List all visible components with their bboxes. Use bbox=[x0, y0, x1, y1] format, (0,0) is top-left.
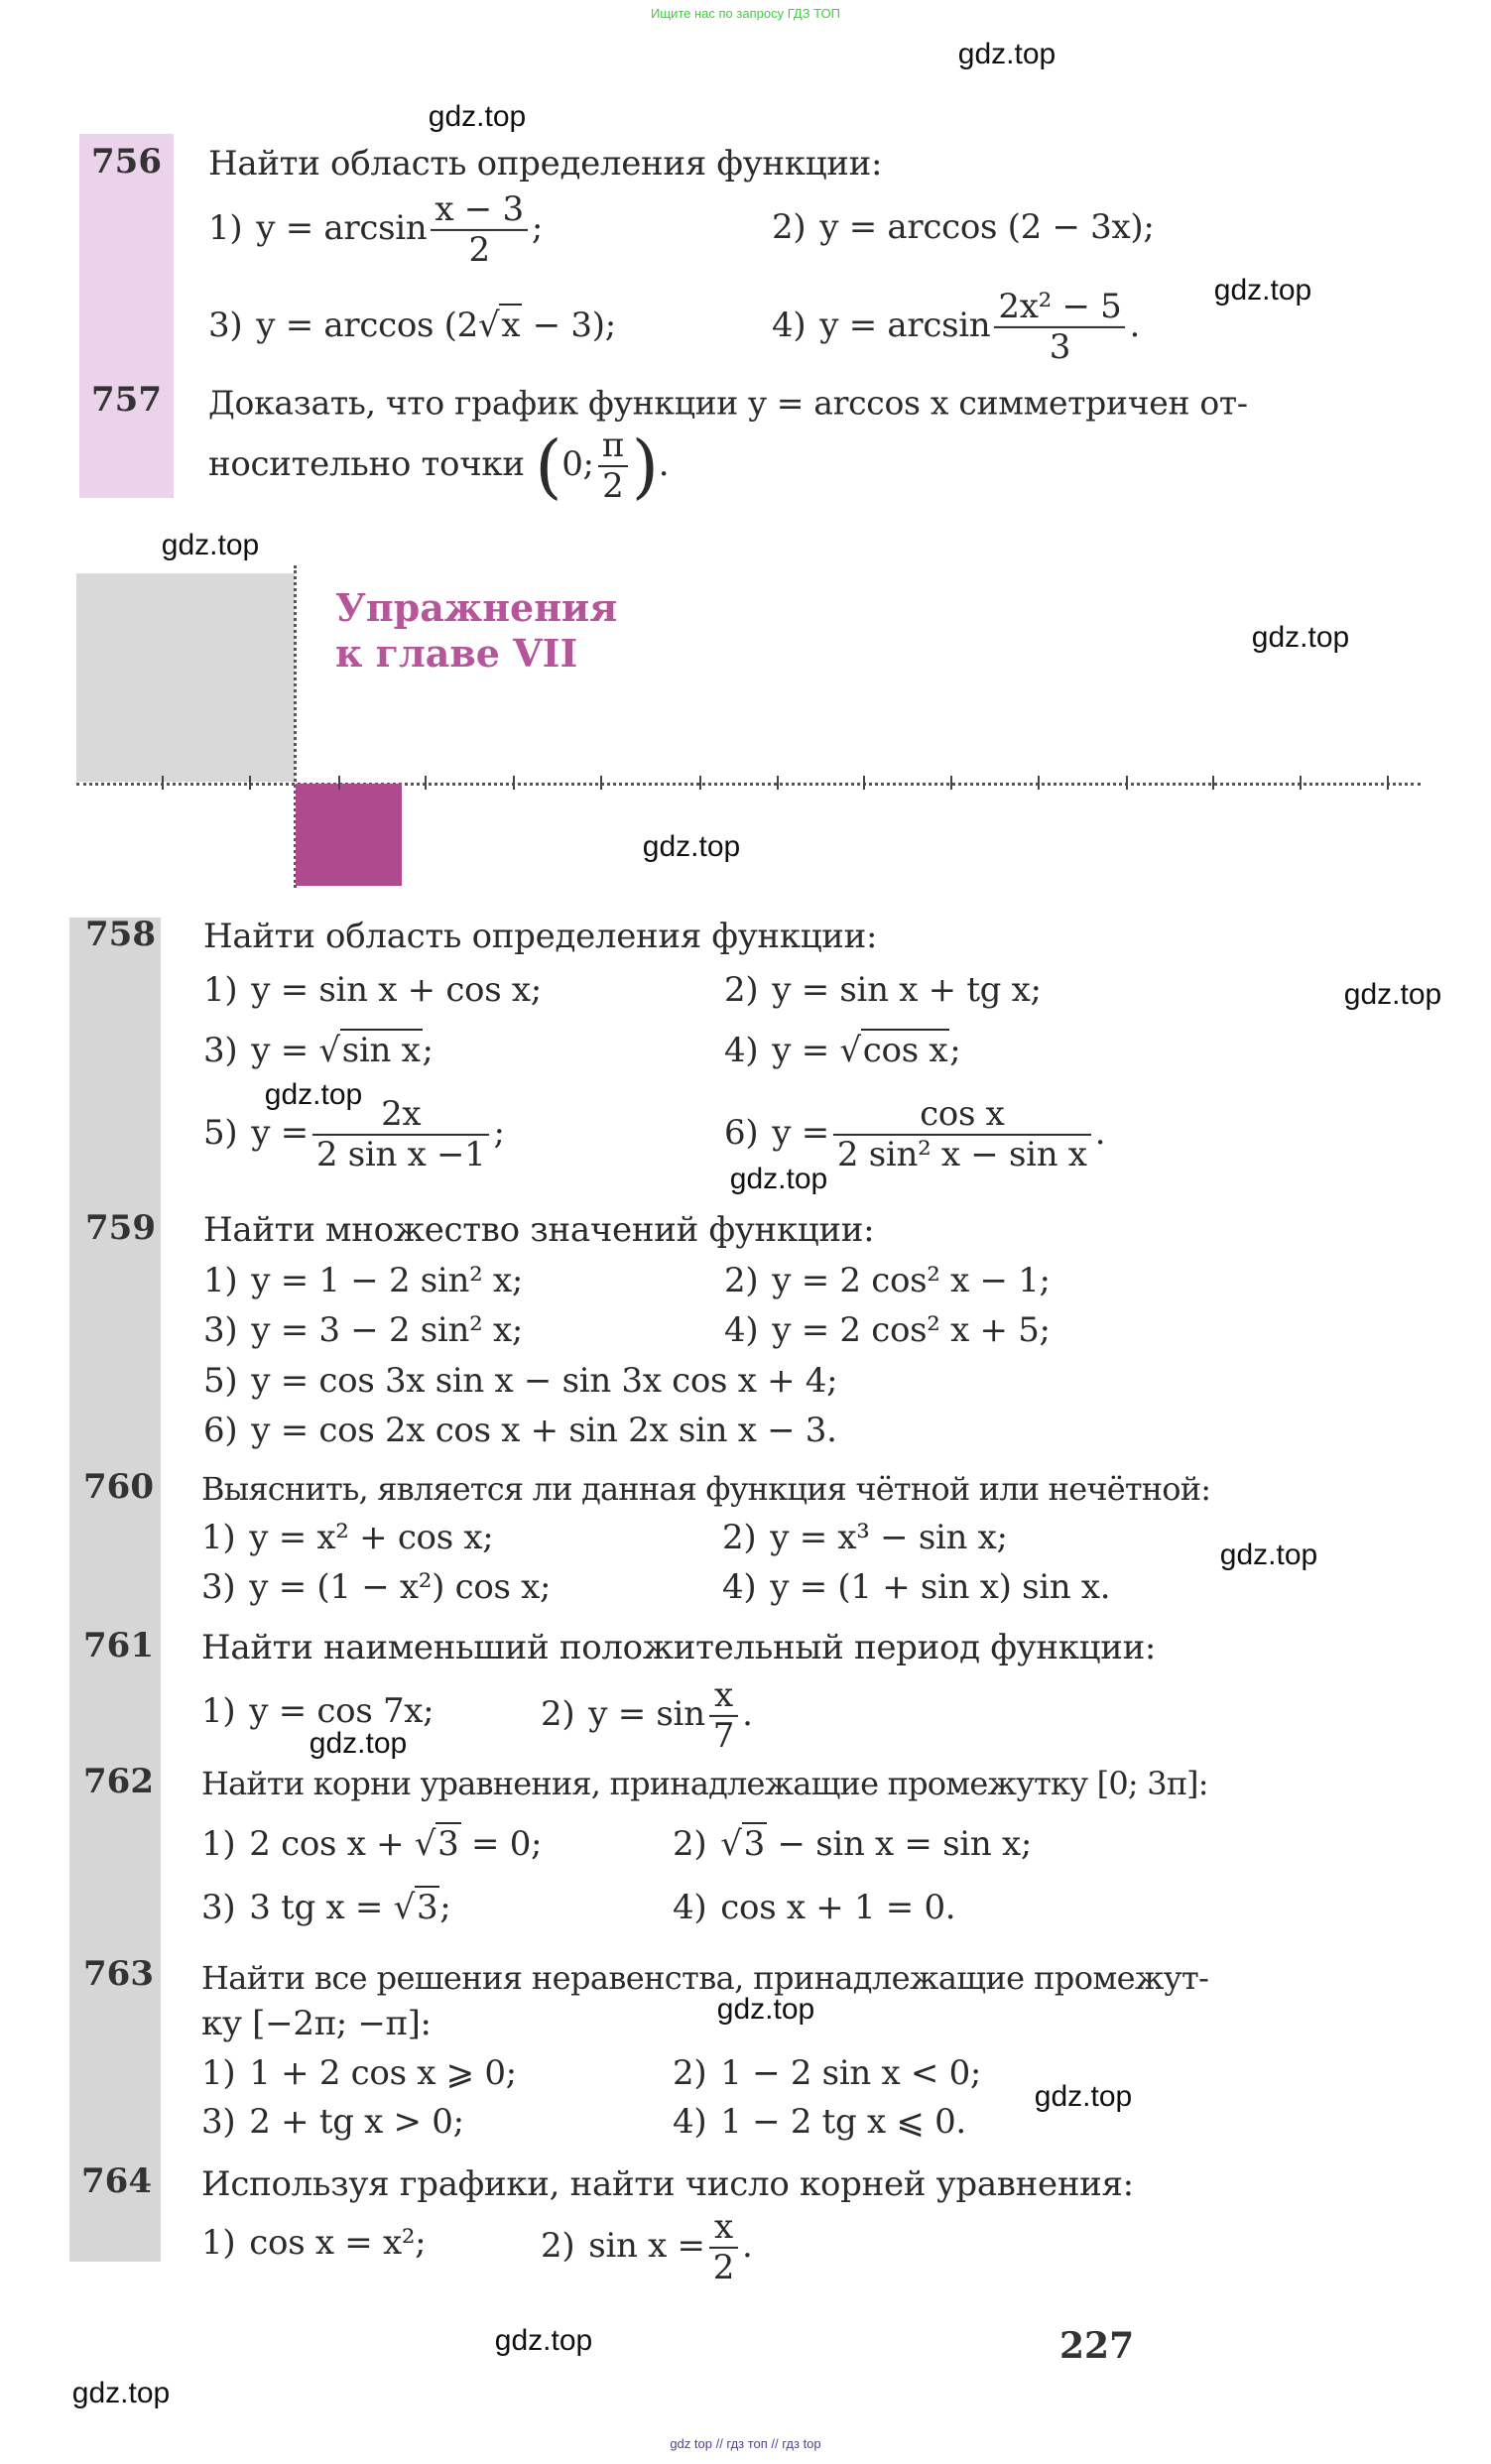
formula: y = sin bbox=[588, 1694, 705, 1734]
item-label: 3) bbox=[201, 1567, 236, 1607]
page-number: 227 bbox=[1059, 2325, 1135, 2367]
watermark-link[interactable]: gdz.top bbox=[428, 100, 527, 133]
exercise-item bbox=[201, 2223, 426, 2263]
item-label: 2) bbox=[673, 2053, 707, 2093]
exercise-number: 759 bbox=[85, 1208, 156, 1248]
item-label: 3) bbox=[203, 1031, 238, 1070]
exercise-item bbox=[201, 1518, 493, 1557]
watermark-link[interactable]: gdz.top bbox=[264, 1078, 363, 1111]
item-label: 1) bbox=[203, 1261, 238, 1300]
item-label: 3) bbox=[201, 2102, 236, 2142]
denominator: 7 bbox=[712, 1716, 735, 1756]
sqrt-sign: √ bbox=[414, 1824, 436, 1864]
fraction bbox=[431, 190, 527, 270]
formula: y = cos 7x; bbox=[249, 1691, 435, 1731]
fraction bbox=[709, 1676, 738, 1756]
ruler-tick bbox=[600, 776, 602, 790]
radicand: cos x bbox=[862, 1031, 948, 1070]
numerator: 2x² − 5 bbox=[994, 288, 1125, 328]
exercise-item bbox=[203, 1261, 523, 1300]
radicand: 3 bbox=[437, 1824, 459, 1864]
item-label: 4) bbox=[724, 1310, 759, 1350]
formula: y = arccos (2 bbox=[256, 306, 478, 345]
footer-banner[interactable]: gdz top // гдз топ // гдз top bbox=[670, 2436, 821, 2451]
item-label: 4) bbox=[673, 1888, 707, 1927]
formula-end: . bbox=[1094, 1113, 1106, 1153]
sqrt-sign: √ bbox=[393, 1888, 415, 1927]
formula-end: . bbox=[658, 444, 670, 484]
ruler-tick bbox=[162, 776, 164, 790]
watermark-link[interactable]: gdz.top bbox=[494, 2324, 593, 2357]
item-label: 2) bbox=[772, 207, 807, 247]
formula: y = 2 cos² x − 1; bbox=[772, 1261, 1051, 1300]
formula: y = 2 cos² x + 5; bbox=[772, 1310, 1051, 1350]
formula: y = arcsin bbox=[256, 208, 428, 248]
exercise-number: 758 bbox=[85, 915, 156, 954]
formula-end: = 0; bbox=[460, 1824, 543, 1864]
gray-margin-bar bbox=[69, 918, 161, 2262]
ruler-tick bbox=[1300, 776, 1302, 790]
formula: y = bbox=[251, 1113, 309, 1153]
item-label: 1) bbox=[201, 1518, 236, 1557]
ruler-tick bbox=[338, 776, 340, 790]
watermark-link[interactable]: gdz.top bbox=[1219, 1539, 1318, 1571]
exercise-task-continued: ку [−2π; −π]: bbox=[201, 2004, 432, 2043]
item-label: 2) bbox=[724, 970, 759, 1010]
exercise-number: 757 bbox=[91, 380, 162, 420]
pink-margin-bar bbox=[79, 134, 174, 498]
watermark-link[interactable]: gdz.top bbox=[642, 830, 741, 863]
item-label: 2) bbox=[541, 2226, 575, 2266]
gray-chapter-block bbox=[76, 573, 295, 782]
sqrt-sign: √ bbox=[720, 1824, 742, 1864]
formula: y = x³ − sin x; bbox=[770, 1518, 1008, 1557]
exercise-item bbox=[722, 1567, 1110, 1607]
item-label: 1) bbox=[208, 208, 243, 248]
sqrt-sign: √ bbox=[318, 1031, 340, 1070]
exercise-item bbox=[673, 1888, 955, 1927]
numerator: 2x bbox=[312, 1095, 490, 1136]
ruler-tick bbox=[699, 776, 701, 790]
item-label: 3) bbox=[203, 1310, 238, 1350]
exercise-item bbox=[724, 1310, 1051, 1350]
fraction bbox=[598, 427, 628, 506]
exercise-item bbox=[203, 1031, 434, 1070]
ruler-tick bbox=[777, 776, 779, 790]
item-label: 1) bbox=[201, 1691, 236, 1731]
item-label: 1) bbox=[201, 2053, 236, 2093]
formula: y = (1 − x²) cos x; bbox=[249, 1567, 552, 1607]
formula: 3 tg x = bbox=[249, 1888, 394, 1927]
exercise-task: Найти все решения неравенства, принадлежащие промежут- bbox=[201, 1959, 1209, 1997]
formula: y = x² + cos x; bbox=[249, 1518, 494, 1557]
watermark-link[interactable]: gdz.top bbox=[1213, 274, 1312, 307]
exercise-task: Используя графики, найти число корней уравнения: bbox=[201, 2164, 1134, 2204]
top-banner[interactable]: Ищите нас по запросу ГДЗ ТОП bbox=[651, 6, 840, 21]
formula: cos x = x²; bbox=[249, 2223, 427, 2263]
exercise-item bbox=[724, 970, 1042, 1010]
exercise-item bbox=[201, 1824, 542, 1864]
exercise-item bbox=[201, 2102, 464, 2142]
watermark-link[interactable]: gdz.top bbox=[161, 529, 260, 561]
item-label: 4) bbox=[772, 306, 807, 345]
exercise-number: 763 bbox=[83, 1954, 154, 1994]
formula: cos x + 1 = 0. bbox=[720, 1888, 956, 1927]
denominator: 2 bbox=[602, 466, 624, 506]
formula: y = bbox=[251, 1031, 319, 1070]
sqrt-sign: √ bbox=[839, 1031, 861, 1070]
formula-end: ; bbox=[439, 1888, 451, 1927]
exercise-task: Доказать, что график функции y = arccos x симметричен от- bbox=[208, 383, 1248, 423]
formula: y = bbox=[772, 1031, 840, 1070]
exercise-task: Найти наименьший положительный период функции: bbox=[201, 1628, 1157, 1667]
formula: sin x = bbox=[588, 2226, 705, 2266]
exercise-number: 756 bbox=[91, 142, 162, 182]
exercise-number: 762 bbox=[83, 1762, 154, 1801]
item-label: 2) bbox=[724, 1261, 759, 1300]
item-label: 1) bbox=[201, 1824, 236, 1864]
item-label: 2) bbox=[673, 1824, 707, 1864]
formula: 2 + tg x > 0; bbox=[249, 2102, 464, 2142]
exercise-item bbox=[203, 1361, 837, 1401]
denominator: 2 bbox=[468, 230, 490, 270]
item-label: 1) bbox=[201, 2223, 236, 2263]
ruler-tick bbox=[863, 776, 865, 790]
formula: 1 + 2 cos x ⩾ 0; bbox=[249, 2053, 517, 2093]
numerator: π bbox=[598, 427, 628, 467]
sqrt-sign: √ bbox=[477, 306, 500, 345]
dotted-ruler-line bbox=[76, 783, 1421, 786]
formula-end: ; bbox=[422, 1031, 434, 1070]
exercise-task: Найти область определения функции: bbox=[208, 144, 883, 184]
exercise-item bbox=[673, 2053, 981, 2093]
exercise-item bbox=[724, 1031, 960, 1070]
ruler-tick bbox=[1126, 776, 1128, 790]
exercise-item bbox=[201, 1888, 450, 1927]
formula-end: . bbox=[1129, 306, 1140, 345]
item-label: 3) bbox=[208, 306, 243, 345]
exercise-item bbox=[722, 1518, 1008, 1557]
formula: y = (1 + sin x) sin x. bbox=[770, 1567, 1111, 1607]
exercise-item bbox=[772, 207, 1154, 247]
section-heading-line1: Упражнения bbox=[335, 585, 618, 630]
numerator: x bbox=[709, 1676, 738, 1717]
watermark-link[interactable]: gdz.top bbox=[1034, 2080, 1133, 2113]
ruler-tick bbox=[425, 776, 427, 790]
item-label: 1) bbox=[203, 970, 238, 1010]
fraction bbox=[833, 1095, 1091, 1174]
ruler-tick bbox=[249, 776, 251, 790]
fraction bbox=[709, 2208, 738, 2287]
ruler-tick bbox=[1387, 776, 1389, 790]
exercise-task: Выяснить, является ли данная функция чётной или нечётной: bbox=[201, 1470, 1211, 1508]
section-heading bbox=[335, 585, 617, 677]
formula-end: − 3); bbox=[522, 306, 616, 345]
ruler-tick bbox=[1212, 776, 1214, 790]
point-x: 0; bbox=[561, 444, 594, 484]
denominator: 3 bbox=[1049, 327, 1071, 367]
exercise-task: Найти корни уравнения, принадлежащие промежутку [0; 3π]: bbox=[201, 1765, 1208, 1802]
formula-end: . bbox=[742, 1694, 753, 1734]
exercise-item bbox=[208, 190, 543, 270]
exercise-task-continued bbox=[208, 426, 669, 507]
watermark-link[interactable]: gdz.top bbox=[309, 1727, 408, 1760]
formula: y = arccos (2 − 3x); bbox=[819, 207, 1155, 247]
formula: 1 − 2 tg x ⩽ 0. bbox=[720, 2102, 966, 2142]
formula: y = 3 − 2 sin² x; bbox=[251, 1310, 523, 1350]
left-paren: ( bbox=[535, 426, 562, 507]
item-label: 4) bbox=[673, 2102, 707, 2142]
exercise-item bbox=[203, 970, 542, 1010]
formula-end: − sin x = sin x; bbox=[767, 1824, 1032, 1864]
exercise-number: 761 bbox=[83, 1626, 154, 1665]
formula: y = arcsin bbox=[819, 306, 991, 345]
exercise-item bbox=[541, 1676, 753, 1756]
section-heading-line2: к главе VII bbox=[335, 631, 578, 676]
ruler-tick bbox=[950, 776, 952, 790]
exercise-number: 764 bbox=[81, 2161, 152, 2201]
formula: 2 cos x + bbox=[249, 1824, 415, 1864]
formula: y = cos 2x cos x + sin 2x sin x − 3. bbox=[251, 1411, 837, 1450]
formula: y = 1 − 2 sin² x; bbox=[251, 1261, 523, 1300]
item-label: 5) bbox=[203, 1361, 238, 1401]
formula-end: ; bbox=[949, 1031, 961, 1070]
formula: 1 − 2 sin x < 0; bbox=[720, 2053, 982, 2093]
ruler-tick bbox=[1038, 776, 1040, 790]
task-text: носительно точки bbox=[208, 444, 525, 484]
formula: y = sin x + cos x; bbox=[251, 970, 542, 1010]
watermark-link[interactable]: gdz.top bbox=[729, 1163, 828, 1195]
numerator: cos x bbox=[833, 1095, 1091, 1136]
item-label: 2) bbox=[722, 1518, 757, 1557]
watermark-link[interactable]: gdz.top bbox=[957, 38, 1056, 70]
watermark-link[interactable]: gdz.top bbox=[1343, 978, 1442, 1011]
radicand: x bbox=[501, 306, 521, 345]
item-label: 3) bbox=[201, 1888, 236, 1927]
exercise-task: Найти множество значений функции: bbox=[203, 1210, 875, 1250]
formula-end: . bbox=[742, 2226, 753, 2266]
denominator: 2 bbox=[712, 2248, 735, 2287]
exercise-item bbox=[201, 1567, 551, 1607]
pink-square bbox=[296, 784, 402, 886]
radicand: 3 bbox=[743, 1824, 766, 1864]
item-label: 5) bbox=[203, 1113, 238, 1153]
item-label: 6) bbox=[203, 1411, 238, 1450]
exercise-item bbox=[203, 1411, 837, 1450]
right-paren: ) bbox=[631, 426, 659, 507]
item-label: 4) bbox=[722, 1567, 757, 1607]
exercise-task: Найти область определения функции: bbox=[203, 917, 878, 956]
radicand: 3 bbox=[416, 1888, 438, 1927]
watermark-link[interactable]: gdz.top bbox=[71, 2377, 171, 2409]
item-label: 2) bbox=[541, 1694, 575, 1734]
formula-end: ; bbox=[531, 208, 543, 248]
numerator: x − 3 bbox=[431, 190, 527, 231]
exercise-item bbox=[208, 306, 616, 345]
exercise-item bbox=[203, 1310, 523, 1350]
denominator: 2 sin² x − sin x bbox=[836, 1135, 1087, 1174]
exercise-item bbox=[201, 2053, 517, 2093]
exercise-item bbox=[673, 2102, 966, 2142]
watermark-link[interactable]: gdz.top bbox=[716, 1993, 815, 2026]
exercise-item bbox=[673, 1824, 1032, 1864]
numerator: x bbox=[709, 2208, 738, 2249]
ruler-tick bbox=[513, 776, 515, 790]
item-label: 4) bbox=[724, 1031, 759, 1070]
fraction bbox=[994, 288, 1125, 367]
radicand: sin x bbox=[341, 1031, 421, 1070]
exercise-item bbox=[772, 288, 1140, 367]
exercise-item bbox=[541, 2208, 753, 2287]
formula: y = sin x + tg x; bbox=[772, 970, 1042, 1010]
formula: y = bbox=[772, 1113, 829, 1153]
formula-end: ; bbox=[493, 1113, 505, 1153]
watermark-link[interactable]: gdz.top bbox=[1251, 621, 1350, 654]
exercise-number: 760 bbox=[83, 1467, 154, 1507]
exercise-item bbox=[724, 1261, 1051, 1300]
formula: y = cos 3x sin x − sin 3x cos x + 4; bbox=[251, 1361, 838, 1401]
exercise-item bbox=[201, 1691, 434, 1731]
item-label: 6) bbox=[724, 1113, 759, 1153]
denominator: 2 sin x −1 bbox=[315, 1135, 486, 1174]
